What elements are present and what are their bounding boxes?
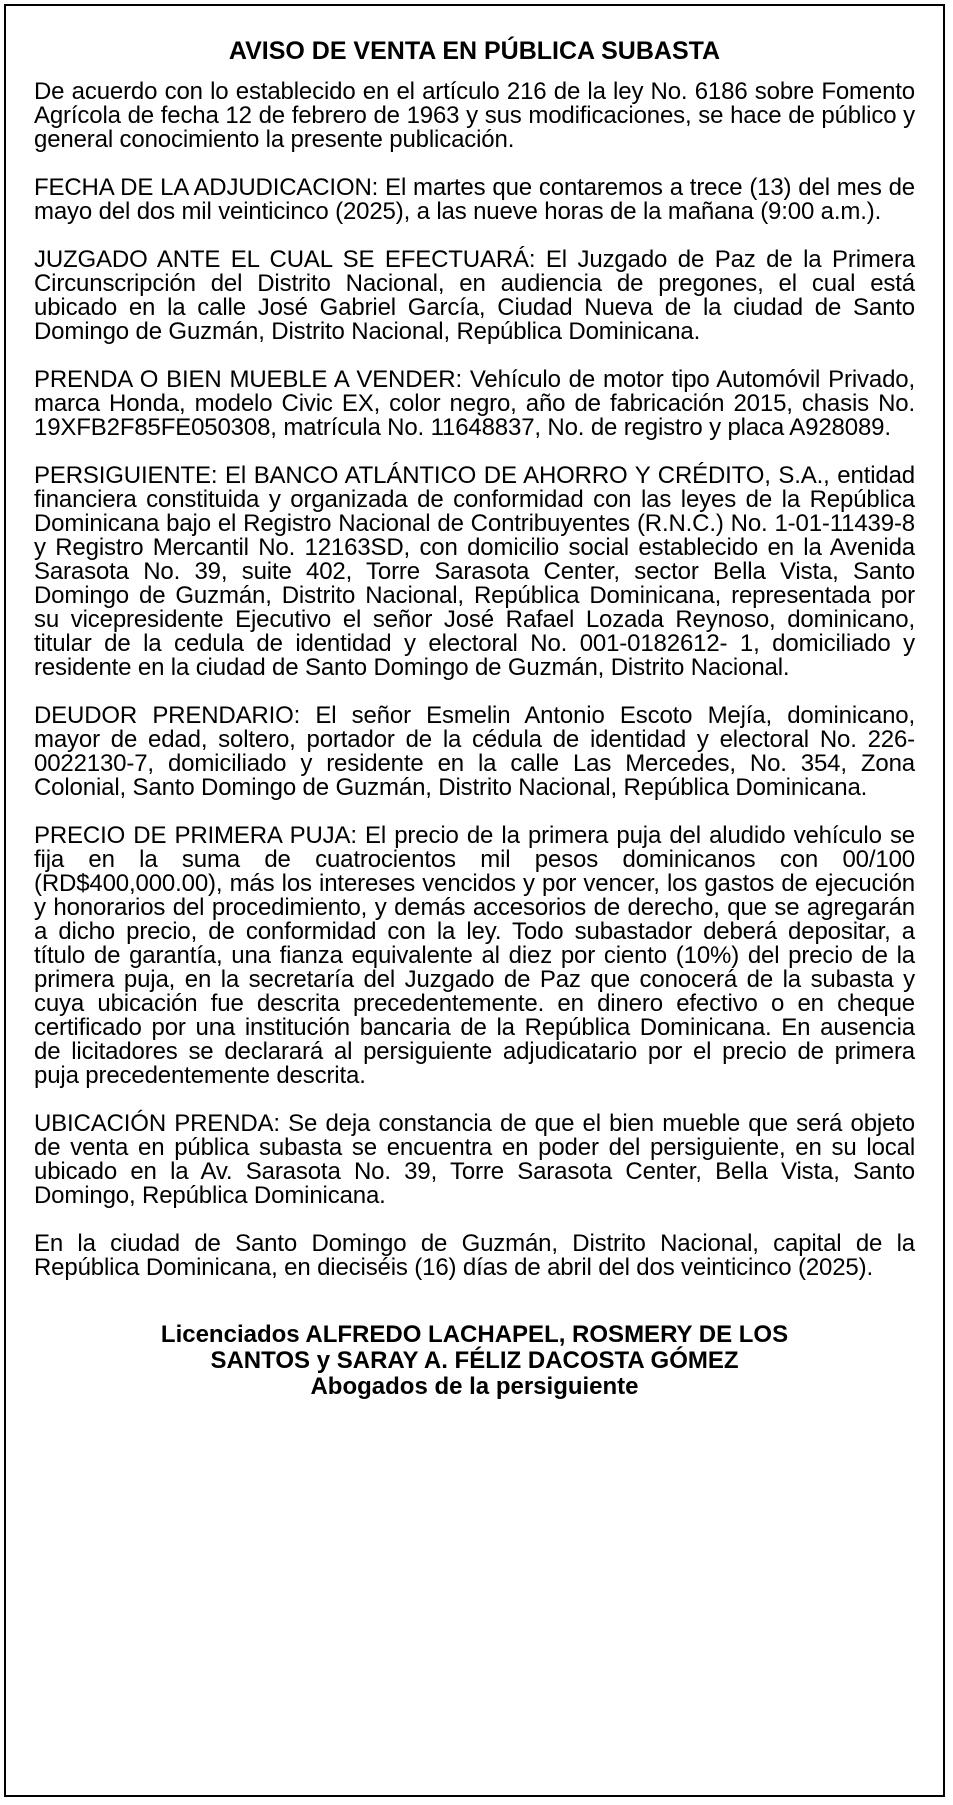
paragraph-pledged-item: PRENDA O BIEN MUEBLE A VENDER: Vehículo de motor tipo Automóvil Privado, marca Honda, modelo Civic EX, color negro, año de fabricación 2015, chasis No. 19XFB2F85FE050308, matrícula No. 11648837, No. de registro y placa A928089.: [34, 366, 915, 441]
paragraph-item-location: UBICACIÓN PRENDA: Se deja constancia de que el bien mueble que será objeto de venta en pública subasta se encuentra en poder del persiguiente, en su local ubicado en la Av. Sarasota No. 39, Torre Sarasota Center, Bella Vista, Santo Domingo, República Dominicana.: [34, 1110, 915, 1209]
signature-block: [34, 1322, 915, 1400]
signature-line-1: Licenciados ALFREDO LACHAPEL, ROSMERY DE LOS: [160, 1321, 789, 1348]
paragraph-court: JUZGADO ANTE EL CUAL SE EFECTUARÁ: El Juzgado de Paz de la Primera Circunscripción del Distrito Nacional, en audiencia de pregones, el cual está ubicado en la calle José Gabriel García, Ciudad Nueva de la ciudad de Santo Domingo de Guzmán, Distrito Nacional, República Dominicana.: [34, 246, 915, 345]
paragraph-intro: De acuerdo con lo establecido en el artículo 216 de la ley No. 6186 sobre Fomento Agrícola de fecha 12 de febrero de 1963 y sus modificaciones, se hace de público y general conocimiento la presente publicación.: [34, 78, 915, 153]
paragraph-first-bid-price: PRECIO DE PRIMERA PUJA: El precio de la primera puja del aludido vehículo se fija en la suma de cuatrocientos mil pesos dominicanos con 00/100 (RD$400,000.00), más los intereses vencidos y por vencer, los gastos de ejecución y honorarios del procedimiento, y demás accesorios de derecho, que se agregarán a dicho precio, de conformidad con la ley. Todo subastador deberá depositar, a título de garantía, una fianza equivalente al diez por ciento (10%) del precio de la primera puja, en la secretaría del Juzgado de Paz que conocerá de la subasta y cuya ubicación fue descrita precedentemente. en dinero efectivo o en cheque certificado por una institución bancaria de la República Dominicana. En ausencia de licitadores se declarará al persiguiente adjudicatario por el precio de primera puja precedentemente descrita.: [34, 822, 915, 1089]
signature-line-3: Abogados de la persiguiente: [310, 1372, 639, 1400]
paragraph-adjudication-date: FECHA DE LA ADJUDICACION: El martes que contaremos a trece (13) del mes de mayo del dos mil veinticinco (2025), a las nueve horas de la mañana (9:00 a.m.).: [34, 174, 915, 225]
paragraph-place-and-date: En la ciudad de Santo Domingo de Guzmán, Distrito Nacional, capital de la República Dominicana, en dieciséis (16) días de abril del dos veinticinco (2025).: [34, 1230, 915, 1281]
paragraph-creditor: PERSIGUIENTE: El BANCO ATLÁNTICO DE AHORRO Y CRÉDITO, S.A., entidad financiera constituida y organizada de conformidad con las leyes de la República Dominicana bajo el Registro Nacional de Contribuyentes (R.N.C.) No. 1-01-11439-8 y Registro Mercantil No. 12163SD, con domicilio social establecido en la Avenida Sarasota No. 39, suite 402, Torre Sarasota Center, sector Bella Vista, Santo Domingo de Guzmán, Distrito Nacional, República Dominicana, representada por su vicepresidente Ejecutivo el señor José Rafael Lozada Reynoso, dominicano, titular de la cedula de identidad y electoral No. 001-0182612- 1, domiciliado y residente en la ciudad de Santo Domingo de Guzmán, Distrito Nacional.: [34, 462, 915, 681]
notice-title: AVISO DE VENTA EN PÚBLICA SUBASTA: [228, 37, 721, 65]
legal-notice: [4, 4, 945, 1797]
paragraph-debtor: DEUDOR PRENDARIO: El señor Esmelin Antonio Escoto Mejía, dominicano, mayor de edad, soltero, portador de la cédula de identidad y electoral No. 226-0022130-7, domiciliado y residente en la calle Las Mercedes, No. 354, Zona Colonial, Santo Domingo de Guzmán, Distrito Nacional, República Dominicana.: [34, 702, 915, 801]
signature-line-2: SANTOS y SARAY A. FÉLIZ DACOSTA GÓMEZ: [210, 1346, 739, 1374]
